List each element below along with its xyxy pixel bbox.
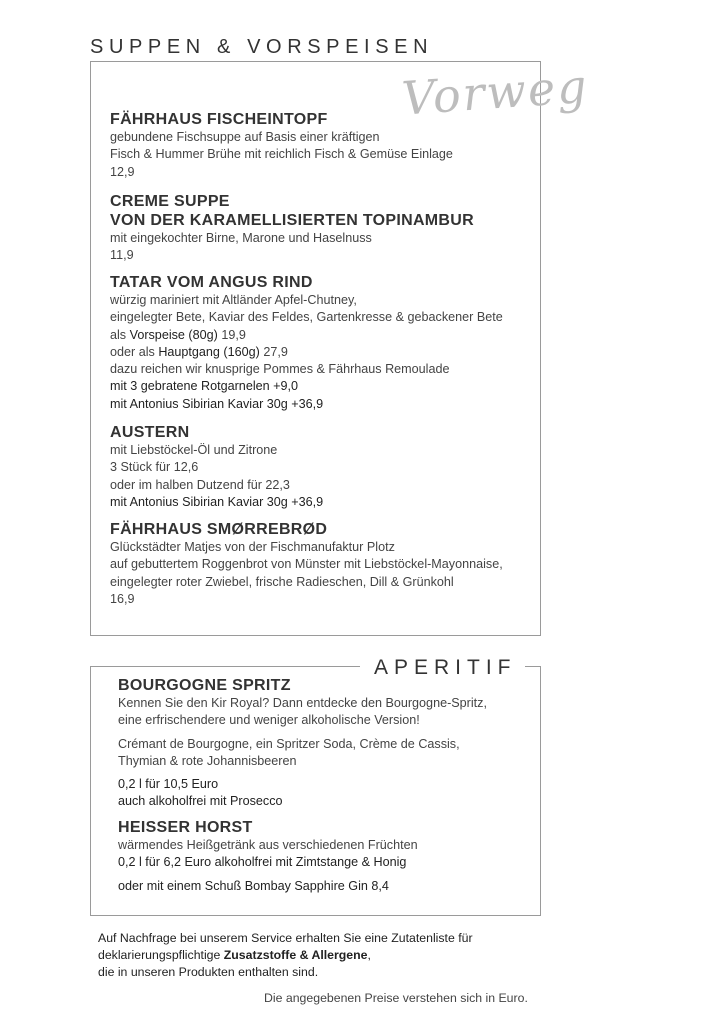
item-title: FÄHRHAUS SMØRREBRØD <box>110 521 328 538</box>
aperitif-item-heisser-horst <box>118 818 418 895</box>
item-addon: mit Antonius Sibirian Kaviar 30g +36,9 <box>110 494 324 509</box>
item-title: VON DER KARAMELLISIERTEN TOPINAMBUR <box>110 212 474 229</box>
allergen-note <box>98 930 473 981</box>
item-title: FÄHRHAUS FISCHEINTOPF <box>110 111 328 128</box>
item-price: 0,2 l für 6,2 Euro alkoholfrei mit Zimtstange & Honig <box>118 855 407 870</box>
menu-item-tatar <box>110 273 503 413</box>
item-desc: würzig mariniert mit Altländer Apfel-Chutney, <box>110 293 357 307</box>
item-desc: Crémant de Bourgogne, ein Spritzer Soda, Crème de Cassis, <box>118 736 460 751</box>
item-desc: eingelegter Bete, Kaviar des Feldes, Gartenkresse & gebackener Bete <box>110 310 503 325</box>
item-desc: dazu reichen wir knusprige Pommes & Fährhaus Remoulade <box>110 362 450 377</box>
item-desc: oder mit einem Schuß Bombay Sapphire Gin 8,4 <box>118 878 389 893</box>
allergen-note-line: die in unseren Produkten enthalten sind. <box>98 965 319 979</box>
item-desc: auch alkoholfrei mit Prosecco <box>118 794 283 809</box>
item-desc: gebundene Fischsuppe auf Basis einer kräftigen <box>110 130 380 144</box>
item-desc: eine erfrischendere und weniger alkoholische Version! <box>118 713 420 728</box>
item-price: 16,9 <box>110 591 135 606</box>
item-desc: eingelegter roter Zwiebel, frische Radieschen, Dill & Grünkohl <box>110 574 454 589</box>
item-desc: Kennen Sie den Kir Royal? Dann entdecke den Bourgogne-Spritz, <box>118 696 487 710</box>
item-title: TATAR VOM ANGUS RIND <box>110 274 313 291</box>
item-price: 12,9 <box>110 164 135 179</box>
item-title: AUSTERN <box>110 424 190 441</box>
item-title: CREME SUPPE <box>110 193 230 210</box>
item-desc: mit eingekochter Birne, Marone und Haselnuss <box>110 231 372 245</box>
item-vorspeise-option: als Vorspeise (80g) 19,9 <box>110 327 246 342</box>
item-title: BOURGOGNE SPRITZ <box>118 677 291 694</box>
item-desc: oder im halben Dutzend für 22,3 <box>110 477 290 492</box>
item-desc: Thymian & rote Johannisbeeren <box>118 753 297 768</box>
aperitif-item-bourgogne-spritz <box>118 676 487 811</box>
item-desc: Fisch & Hummer Brühe mit reichlich Fisch & Gemüse Einlage <box>110 147 453 162</box>
item-desc: wärmendes Heißgetränk aus verschiedenen Früchten <box>118 838 418 852</box>
menu-item-smoerrebroed <box>110 520 503 608</box>
section-heading-vorspeisen: SUPPEN & VORSPEISEN <box>90 36 437 59</box>
item-addon: mit Antonius Sibirian Kaviar 30g +36,9 <box>110 396 324 411</box>
menu-item-austern <box>110 423 323 511</box>
item-price: 0,2 l für 10,5 Euro <box>118 777 219 792</box>
price-note: Die angegebenen Preise verstehen sich in Euro. <box>264 991 528 1005</box>
item-desc: Glückstädter Matjes von der Fischmanufaktur Plotz <box>110 540 395 554</box>
item-price: 11,9 <box>110 248 134 263</box>
section-heading-aperitif: APERITIF <box>360 656 525 680</box>
item-hauptgang-option: oder als Hauptgang (160g) 27,9 <box>110 344 288 359</box>
menu-item-creme-suppe <box>110 192 474 265</box>
allergen-note-line: deklarierungspflichtige Zusatzstoffe & Allergene, <box>98 948 371 962</box>
item-desc: 3 Stück für 12,6 <box>110 460 199 475</box>
script-word-text: Vorweg <box>400 58 591 126</box>
item-addon: mit 3 gebratene Rotgarnelen +9,0 <box>110 379 298 394</box>
allergen-note-line: Auf Nachfrage bei unserem Service erhalten Sie eine Zutatenliste für <box>98 931 473 945</box>
item-title: HEISSER HORST <box>118 819 253 836</box>
item-desc: auf gebuttertem Roggenbrot von Münster mit Liebstöckel-Mayonnaise, <box>110 557 503 572</box>
menu-item-fischeintopf <box>110 110 453 181</box>
item-desc: mit Liebstöckel-Öl und Zitrone <box>110 443 278 457</box>
